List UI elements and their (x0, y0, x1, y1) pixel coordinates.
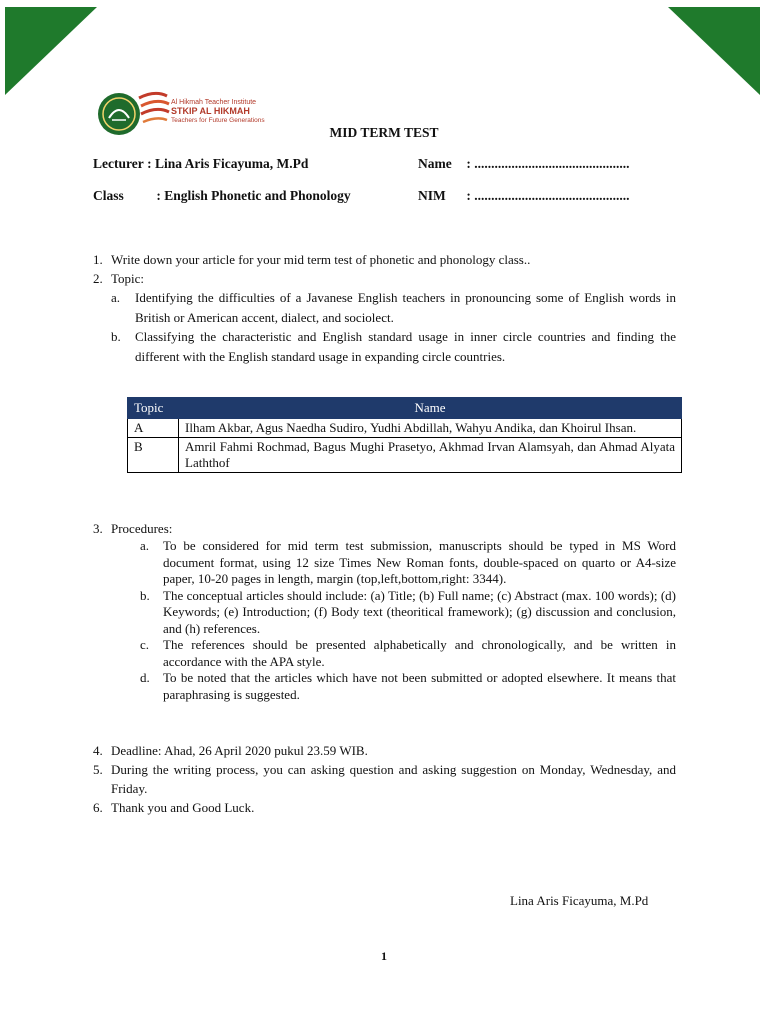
logo-line-2: STKIP AL HIKMAH (171, 106, 250, 116)
procedures-section (93, 519, 676, 703)
list-item: 1. Write down your article for your mid term test of phonetic and phonology class.. (93, 252, 531, 267)
list-item: 6. Thank you and Good Luck. (93, 800, 255, 815)
logo-line-3: Teachers for Future Generations (171, 117, 265, 124)
table-row (128, 419, 682, 438)
class-field: Class : English Phonetic and Phonology (93, 188, 351, 203)
name-value: .............................................. (474, 156, 630, 171)
procedure-item-b: b. The conceptual articles should include: (a) Title; (b) Full name; (c) Abstract (max. 100 words); (d) Keywords; (e) Introduction; (f) Body text (theoritical framework); (g) discussion and conclusion, and (h) references. (140, 587, 676, 636)
header-topic: Topic (128, 398, 179, 419)
nim-label: NIM (418, 188, 446, 203)
row-topic: B (128, 438, 179, 473)
list-item: 2. Topic: (93, 271, 145, 286)
lecturer-field: Lecturer : Lina Aris Ficayuma, M.Pd (93, 156, 309, 171)
name-label: Name (418, 156, 452, 171)
corner-decoration-right (668, 7, 760, 95)
class-label: Class (93, 188, 124, 203)
name-field: Name : .............................................. (418, 156, 630, 171)
lecturer-label: Lecturer (93, 156, 144, 171)
list-item: 5. During the writing process, you can asking question and asking suggestion on Monday, Wednesday, and Friday. (93, 762, 676, 796)
topic-item-a: a. Identifying the difficulties of a Javanese English teachers in pronouncing some of English words in British or American accent, dialect, and sociolect. (111, 290, 676, 325)
corner-decoration-left (5, 7, 97, 95)
page-title: MID TERM TEST (329, 125, 439, 140)
procedure-item-c: c. The references should be presented alphabetically and chronologically, and be written in accordance with the APA style. (140, 637, 676, 669)
page-number: 1 (381, 949, 387, 963)
row-topic: A (128, 419, 179, 438)
header-name: Name (179, 398, 682, 419)
topic-assignment-table (127, 397, 682, 473)
nim-field: NIM : .............................................. (418, 188, 630, 203)
table-row (128, 438, 682, 473)
list-item: 3. Procedures: (93, 521, 173, 536)
procedure-item-a: a. To be considered for mid term test submission, manuscripts should be typed in MS Word document format, using 12 size Times New Roman fonts, double-spaced on quarto or A4-size paper, 10-20 pages in length, margin (top,left,bottom,right: 3344). (140, 538, 676, 586)
closing-list (93, 741, 676, 817)
topic-item-b: b. Classifying the characteristic and English standard usage in inner circle countries and finding the different with the English standard usage in expanding circle countries. (111, 329, 676, 364)
procedure-item-d: d. To be noted that the articles which have not been submitted or adopted elsewhere. It means that paraphrasing is suggested. (140, 670, 676, 702)
logo-line-1: Al Hikmah Teacher Institute (171, 99, 257, 106)
list-item: 4. Deadline: Ahad, 26 April 2020 pukul 23.59 WIB. (93, 743, 368, 758)
row-names: Ilham Akbar, Agus Naedha Sudiro, Yudhi Abdillah, Wahyu Andika, dan Khoirul Ihsan. (179, 419, 682, 438)
signature: Lina Aris Ficayuma, M.Pd (510, 893, 649, 908)
nim-value: .............................................. (474, 188, 630, 203)
lecturer-value: Lina Aris Ficayuma, M.Pd (154, 156, 309, 171)
class-value: English Phonetic and Phonology (164, 188, 351, 203)
instruction-list (93, 250, 676, 366)
table-header-row (128, 398, 682, 419)
row-names: Amril Fahmi Rochmad, Bagus Mughi Prasetyo, Akhmad Irvan Alamsyah, dan Ahmad Alyata Laththof (179, 438, 682, 473)
